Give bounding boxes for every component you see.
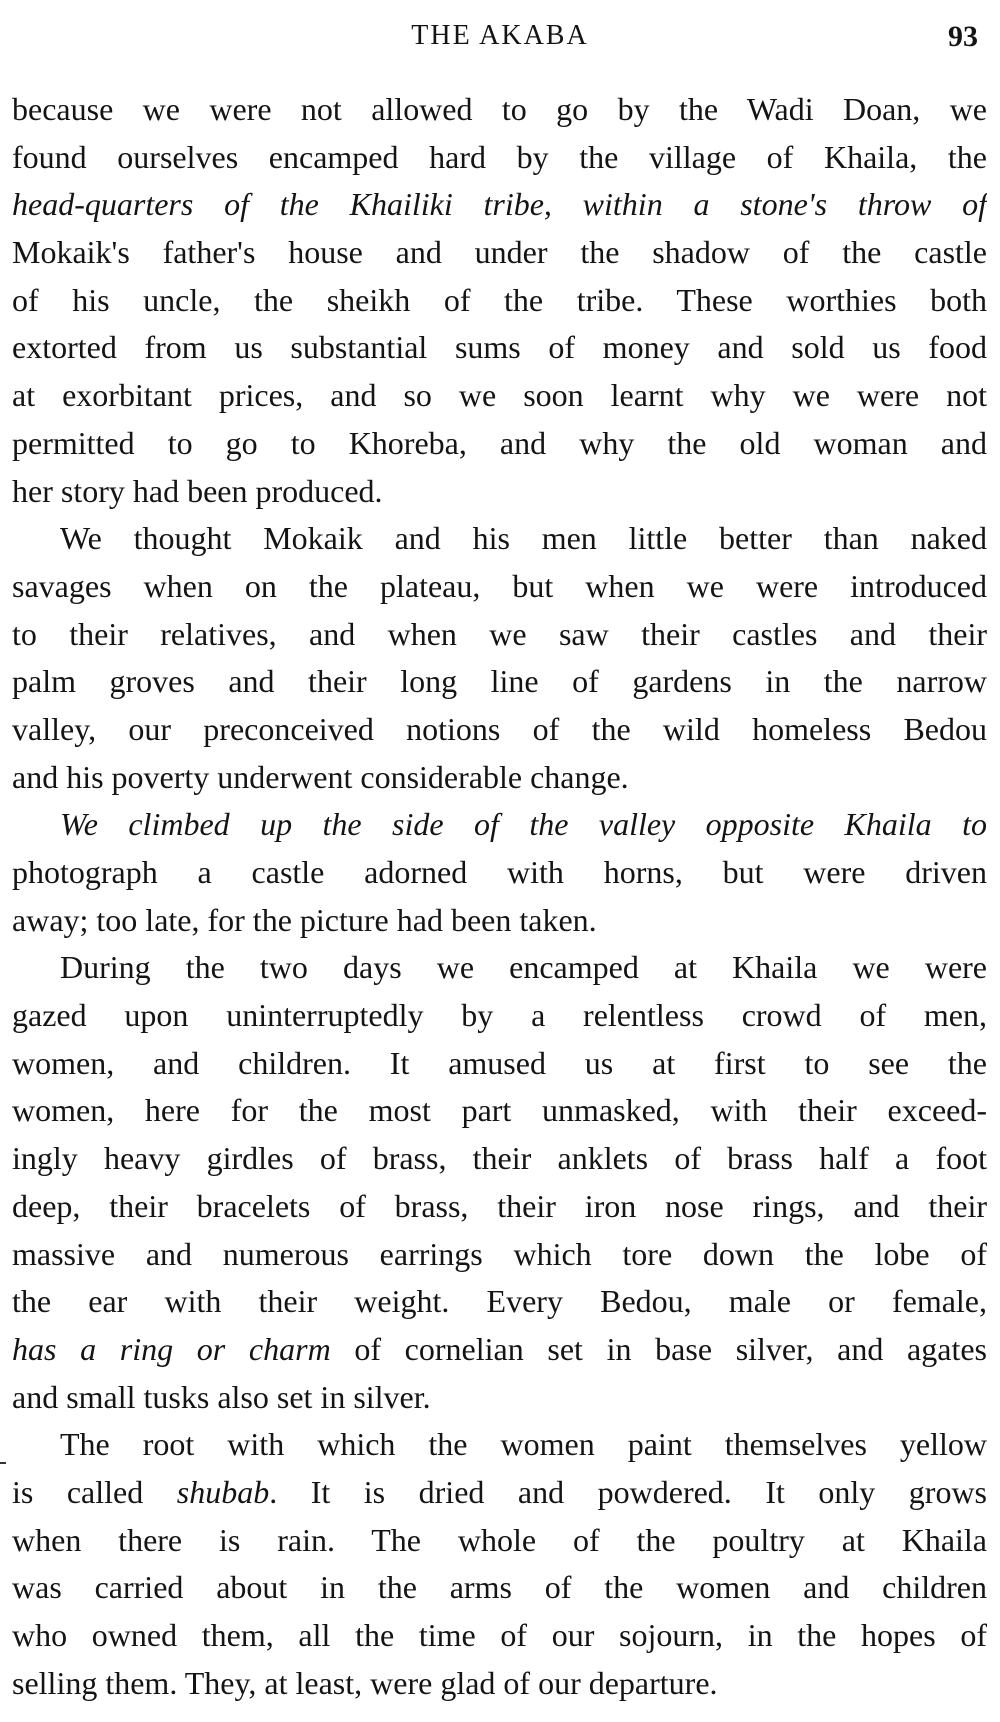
text-line: away; too late, for the picture had been taken. — [12, 901, 597, 938]
text-line: We thought Mokaik and his men little better than naked — [60, 520, 987, 557]
text-line: gazed upon uninterruptedly by a relentless crowd of men, — [12, 997, 987, 1034]
text-line: and his poverty underwent considerable change. — [12, 758, 629, 795]
text-line: ingly heavy girdles of brass, their anklets of brass half a foot — [12, 1140, 987, 1177]
italic-phrase: has a ring or charm — [12, 1330, 331, 1367]
text-line: and small tusks also set in silver. — [12, 1378, 431, 1415]
text-line: was carried about in the arms of the women and children — [12, 1569, 987, 1606]
text-line — [12, 181, 987, 229]
italic-phrase: shubab — [176, 1473, 270, 1510]
text-line: selling them. They, at least, were glad of our departure. — [12, 1664, 718, 1701]
text-line: the ear with their weight. Every Bedou, male or female, — [12, 1283, 987, 1320]
text-line: The root with which the women paint themselves yellow — [60, 1426, 987, 1463]
text-line: to their relatives, and when we saw their castles and their — [12, 615, 987, 652]
running-head — [0, 18, 1000, 58]
text-line: photograph a castle adorned with horns, but were driven — [12, 854, 987, 890]
page-number: 93 — [948, 20, 978, 53]
running-title: THE AKABA — [411, 20, 589, 51]
text-line: has a ring or charm of cornelian set in base silver, and agates — [12, 1330, 987, 1367]
text-line: valley, our preconceived notions of the wild homeless Bedou — [12, 710, 987, 747]
text-line: when there is rain. The whole of the poultry at Khaila — [12, 1521, 987, 1558]
italic-phrase: head-quarters of the Khailiki tribe, within a stone's throw of — [12, 186, 987, 223]
text-line: who owned them, all the time of our sojourn, in the hopes of — [12, 1617, 987, 1653]
text-line: her story had been produced. — [12, 472, 383, 509]
text-line: deep, their bracelets of brass, their iron nose rings, and their — [12, 1187, 987, 1224]
text-line: women, here for the most part unmasked, with their exceed- — [12, 1092, 987, 1129]
text-line: women, and children. It amused us at first to see the — [12, 1044, 987, 1081]
text-line: of his uncle, the sheikh of the tribe. These worthies both — [12, 281, 987, 318]
text-line: massive and numerous earrings which tore down the lobe of — [12, 1235, 987, 1272]
text-line: extorted from us substantial sums of money and sold us food — [12, 329, 987, 366]
text-line: is called shubab. It is dried and powdered. It only grows — [12, 1473, 987, 1510]
text-line: Mokaik's father's house and under the shadow of the castle — [12, 234, 987, 271]
text-line: savages when on the plateau, but when we were introduced — [12, 567, 987, 604]
text-line: During the two days we encamped at Khaila we were — [60, 949, 987, 986]
margin-mark — [0, 1462, 6, 1464]
text-line: at exorbitant prices, and so we soon learnt why we were not — [12, 377, 987, 414]
text-line: permitted to go to Khoreba, and why the old woman and — [12, 424, 987, 461]
text-line: palm groves and their long line of gardens in the narrow — [12, 663, 987, 700]
text-line: found ourselves encamped hard by the village of Khaila, the — [12, 138, 987, 175]
text-line — [12, 801, 987, 849]
text-line: because we were not allowed to go by the Wadi Doan, we — [12, 91, 987, 127]
italic-phrase: We climbed up the side of the valley opposite Khaila to — [60, 806, 987, 843]
body-text — [12, 86, 987, 1707]
